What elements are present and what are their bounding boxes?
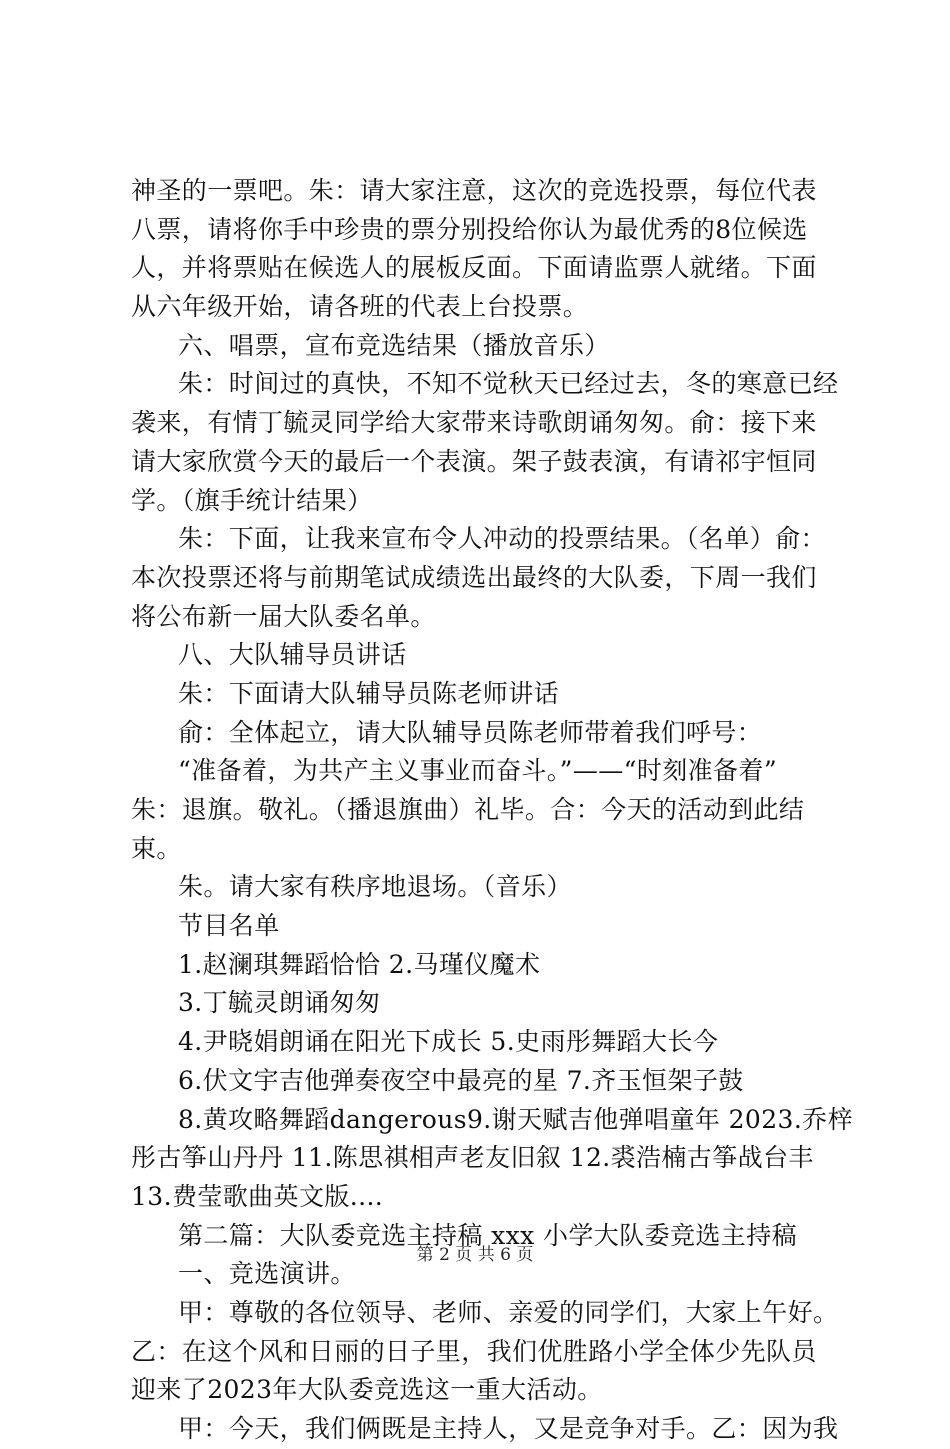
- text-line: “准备着，为共产主义事业而奋斗。”——“时刻准备着”: [178, 756, 778, 786]
- text-line: 朱：时间过的真快，不知不觉秋天已经过去，冬的寒意已经: [178, 369, 839, 399]
- text-line: 朱：退旗。敬礼。（播退旗曲）礼毕。合：今天的活动到此结: [131, 795, 805, 824]
- text-line: 学。（旗手统计结果）: [131, 485, 373, 515]
- text-line: 朱：下面，让我来宣布令人冲动的投票结果。（名单）俞：: [178, 524, 826, 554]
- text-line: 4.尹晓娟朗诵在阳光下成长 5.史雨彤舞蹈大长今: [178, 1027, 719, 1057]
- page-footer: 第 2 页 共 6 页: [416, 1245, 534, 1265]
- text-line: 3.丁毓灵朗诵匆匆: [178, 988, 381, 1018]
- text-line: 人，并将票贴在候选人的展板反面。下面请监票人就绪。下面: [131, 253, 817, 283]
- text-line: 13.费莹歌曲英文版....: [131, 1181, 384, 1211]
- text-line: 袭来，有情丁毓灵同学给大家带来诗歌朗诵匆匆。俞：接下来: [131, 408, 817, 438]
- text-line: 本次投票还将与前期笔试成绩选出最终的大队委，下周一我们: [131, 562, 817, 592]
- text-line: 将公布新一届大队委名单。: [131, 601, 436, 631]
- text-line: 6.伏文宇吉他弹奏夜空中最亮的星 7.齐玉恒架子鼓: [178, 1065, 744, 1095]
- text-line: 甲：尊敬的各位领导、老师、亲爱的同学们，大家上午好。: [178, 1297, 839, 1327]
- text-line: 迎来了2023年大队委竞选这一重大活动。: [131, 1375, 603, 1405]
- text-line: 朱：下面请大队辅导员陈老师讲话: [178, 678, 560, 708]
- text-line: 六、唱票，宣布竞选结果（播放音乐）: [178, 330, 610, 360]
- text-line: 1.赵澜琪舞蹈恰恰 2.马瑾仪魔术: [178, 949, 541, 979]
- text-line: 乙：在这个风和日丽的日子里，我们优胜路小学全体少先队员: [131, 1336, 817, 1366]
- text-line: 8.黄攻略舞蹈dangerous9.谢天赋吉他弹唱童年 2023.乔梓: [178, 1104, 853, 1134]
- text-line: 节目名单: [178, 911, 280, 941]
- text-line: 甲：今天，我们俩既是主持人，又是竞争对手。乙：因为我: [178, 1414, 839, 1443]
- text-line: 朱。请大家有秩序地退场。（音乐）: [178, 872, 572, 902]
- text-line: 八、大队辅导员讲话: [178, 640, 407, 670]
- text-line: 俞：全体起立，请大队辅导员陈老师带着我们呼号：: [178, 717, 763, 747]
- text-line: 束。: [131, 833, 182, 863]
- text-line: 第二篇：大队委竞选主持稿 xxx 小学大队委竞选主持稿: [178, 1220, 797, 1250]
- text-line: 彤古筝山丹丹 11.陈思祺相声老友旧叙 12.裘浩楠古筝战台丰: [131, 1143, 814, 1173]
- text-line: 请大家欣赏今天的最后一个表演。架子鼓表演，有请祁宇恒同: [131, 446, 817, 476]
- text-line: 神圣的一票吧。朱：请大家注意，这次的竞选投票，每位代表: [131, 176, 817, 205]
- text-line: 一、竞选演讲。: [178, 1259, 356, 1289]
- text-line: 八票，请将你手中珍贵的票分别投给你认为最优秀的8位候选: [131, 214, 808, 244]
- text-line: 从六年级开始，请各班的代表上台投票。: [131, 292, 589, 322]
